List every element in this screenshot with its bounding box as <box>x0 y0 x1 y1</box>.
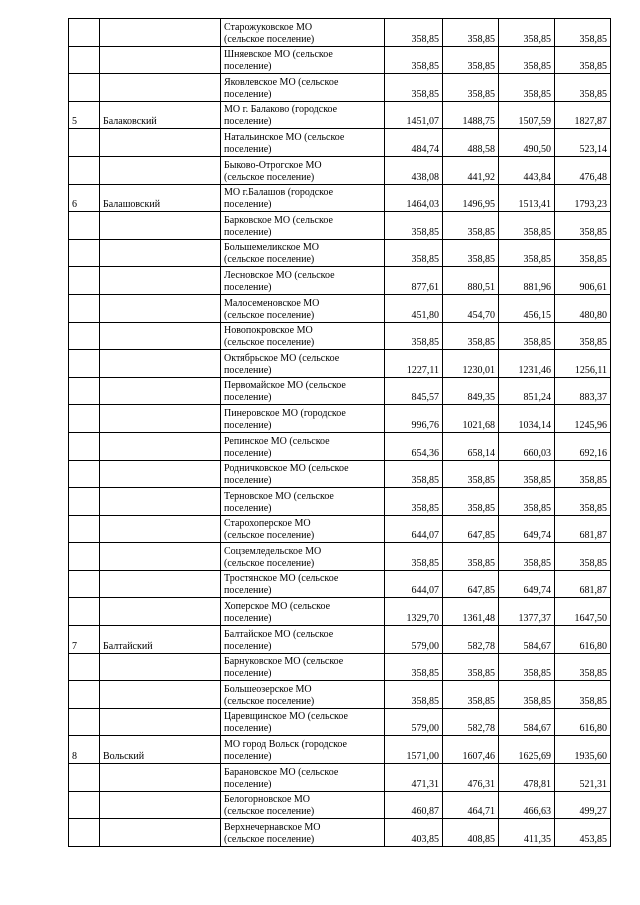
value-4: 358,85 <box>555 46 611 74</box>
value-1: 358,85 <box>385 681 443 709</box>
municipality-name: Пинеровское МО (городское поселение) <box>221 405 385 433</box>
value-1: 579,00 <box>385 708 443 736</box>
municipality-name: Быково-Отрогское МО (сельское поселение) <box>221 156 385 184</box>
table-row <box>69 570 611 598</box>
district-name <box>100 681 221 709</box>
value-3: 478,81 <box>499 764 555 792</box>
municipality-name: Царевщинское МО (сельское поселение) <box>221 708 385 736</box>
municipality-table <box>68 18 611 847</box>
value-1: 358,85 <box>385 488 443 516</box>
value-4: 499,27 <box>555 791 611 819</box>
table-row <box>69 653 611 681</box>
value-2: 658,14 <box>443 432 499 460</box>
row-number: 8 <box>69 736 100 764</box>
row-number <box>69 764 100 792</box>
table-row <box>69 19 611 47</box>
value-2: 1607,46 <box>443 736 499 764</box>
district-name <box>100 129 221 157</box>
value-1: 1451,07 <box>385 101 443 129</box>
value-2: 358,85 <box>443 46 499 74</box>
value-3: 584,67 <box>499 708 555 736</box>
value-2: 358,85 <box>443 681 499 709</box>
table-row <box>69 239 611 267</box>
value-1: 579,00 <box>385 626 443 654</box>
municipality-name: Репинское МО (сельское поселение) <box>221 432 385 460</box>
value-3: 358,85 <box>499 46 555 74</box>
table-row <box>69 156 611 184</box>
table-row <box>69 184 611 212</box>
municipality-name: Хоперское МО (сельское поселение) <box>221 598 385 626</box>
value-2: 408,85 <box>443 819 499 847</box>
table-row <box>69 101 611 129</box>
value-1: 1227,11 <box>385 350 443 378</box>
row-number <box>69 267 100 295</box>
value-2: 1361,48 <box>443 598 499 626</box>
value-4: 681,87 <box>555 515 611 543</box>
value-4: 906,61 <box>555 267 611 295</box>
municipality-name: Белогорновское МО (сельское поселение) <box>221 791 385 819</box>
value-2: 647,85 <box>443 515 499 543</box>
municipality-name: Барнуковское МО (сельское поселение) <box>221 653 385 681</box>
district-name <box>100 405 221 433</box>
table-row <box>69 322 611 350</box>
table-row <box>69 488 611 516</box>
row-number <box>69 156 100 184</box>
table-row <box>69 129 611 157</box>
district-name <box>100 819 221 847</box>
value-2: 358,85 <box>443 488 499 516</box>
table-row <box>69 681 611 709</box>
value-3: 1513,41 <box>499 184 555 212</box>
municipality-name: Родничковское МО (сельское поселение) <box>221 460 385 488</box>
value-4: 523,14 <box>555 129 611 157</box>
value-4: 358,85 <box>555 681 611 709</box>
municipality-name: Соцземледельское МО (сельское поселение) <box>221 543 385 571</box>
value-2: 358,85 <box>443 460 499 488</box>
district-name <box>100 377 221 405</box>
table-row <box>69 377 611 405</box>
value-4: 616,80 <box>555 626 611 654</box>
row-number <box>69 74 100 102</box>
table-row <box>69 350 611 378</box>
table-row <box>69 267 611 295</box>
district-name <box>100 156 221 184</box>
value-3: 1034,14 <box>499 405 555 433</box>
table-body <box>69 19 611 847</box>
value-3: 358,85 <box>499 239 555 267</box>
value-3: 443,84 <box>499 156 555 184</box>
district-name <box>100 322 221 350</box>
district-name <box>100 350 221 378</box>
municipality-name: Балтайское МО (сельское поселение) <box>221 626 385 654</box>
district-name <box>100 19 221 47</box>
district-name: Балтайский <box>100 626 221 654</box>
district-name <box>100 543 221 571</box>
value-1: 1464,03 <box>385 184 443 212</box>
value-4: 1256,11 <box>555 350 611 378</box>
value-2: 849,35 <box>443 377 499 405</box>
value-2: 582,78 <box>443 708 499 736</box>
row-number <box>69 653 100 681</box>
table-row <box>69 432 611 460</box>
municipality-name: Барановское МО (сельское поселение) <box>221 764 385 792</box>
value-3: 358,85 <box>499 681 555 709</box>
value-3: 1625,69 <box>499 736 555 764</box>
value-3: 358,85 <box>499 460 555 488</box>
value-2: 358,85 <box>443 239 499 267</box>
row-number <box>69 212 100 240</box>
municipality-name: Новопокровское МО (сельское поселение) <box>221 322 385 350</box>
value-2: 647,85 <box>443 570 499 598</box>
row-number <box>69 405 100 433</box>
table-row <box>69 764 611 792</box>
value-2: 1230,01 <box>443 350 499 378</box>
value-4: 681,87 <box>555 570 611 598</box>
value-3: 358,85 <box>499 322 555 350</box>
value-4: 1827,87 <box>555 101 611 129</box>
value-3: 358,85 <box>499 543 555 571</box>
row-number <box>69 294 100 322</box>
value-4: 480,80 <box>555 294 611 322</box>
row-number <box>69 46 100 74</box>
value-1: 358,85 <box>385 653 443 681</box>
district-name <box>100 267 221 295</box>
value-2: 1488,75 <box>443 101 499 129</box>
value-4: 358,85 <box>555 460 611 488</box>
value-3: 584,67 <box>499 626 555 654</box>
value-3: 358,85 <box>499 212 555 240</box>
row-number <box>69 791 100 819</box>
district-name <box>100 46 221 74</box>
municipality-name: Малосеменовское МО (сельское поселение) <box>221 294 385 322</box>
row-number <box>69 377 100 405</box>
value-3: 660,03 <box>499 432 555 460</box>
row-number <box>69 322 100 350</box>
value-3: 881,96 <box>499 267 555 295</box>
municipality-name: Большеозерское МО (сельское поселение) <box>221 681 385 709</box>
row-number <box>69 460 100 488</box>
value-3: 1231,46 <box>499 350 555 378</box>
value-2: 1021,68 <box>443 405 499 433</box>
table-row <box>69 74 611 102</box>
value-4: 692,16 <box>555 432 611 460</box>
value-3: 358,85 <box>499 488 555 516</box>
row-number <box>69 570 100 598</box>
value-1: 484,74 <box>385 129 443 157</box>
table-row <box>69 708 611 736</box>
value-1: 654,36 <box>385 432 443 460</box>
value-1: 1571,00 <box>385 736 443 764</box>
value-1: 644,07 <box>385 570 443 598</box>
municipality-name: Октябрьское МО (сельское поселение) <box>221 350 385 378</box>
value-2: 358,85 <box>443 543 499 571</box>
value-4: 1647,50 <box>555 598 611 626</box>
municipality-name: Терновское МО (сельское поселение) <box>221 488 385 516</box>
table-row <box>69 294 611 322</box>
value-2: 358,85 <box>443 212 499 240</box>
municipality-name: Верхнечернавское МО (сельское поселение) <box>221 819 385 847</box>
value-4: 358,85 <box>555 74 611 102</box>
value-4: 616,80 <box>555 708 611 736</box>
value-2: 582,78 <box>443 626 499 654</box>
municipality-name: Барковское МО (сельское поселение) <box>221 212 385 240</box>
value-1: 358,85 <box>385 212 443 240</box>
value-4: 453,85 <box>555 819 611 847</box>
municipality-name: Яковлевское МО (сельское поселение) <box>221 74 385 102</box>
value-1: 358,85 <box>385 74 443 102</box>
value-1: 877,61 <box>385 267 443 295</box>
row-number <box>69 515 100 543</box>
value-2: 441,92 <box>443 156 499 184</box>
municipality-name: Шняевское МО (сельское поселение) <box>221 46 385 74</box>
district-name <box>100 791 221 819</box>
municipality-name: Старохоперское МО (сельское поселение) <box>221 515 385 543</box>
value-4: 358,85 <box>555 239 611 267</box>
value-4: 358,85 <box>555 653 611 681</box>
value-4: 883,37 <box>555 377 611 405</box>
table-row <box>69 819 611 847</box>
district-name <box>100 598 221 626</box>
value-2: 358,85 <box>443 74 499 102</box>
value-1: 358,85 <box>385 322 443 350</box>
value-1: 358,85 <box>385 543 443 571</box>
district-name: Балашовский <box>100 184 221 212</box>
value-1: 451,80 <box>385 294 443 322</box>
value-1: 438,08 <box>385 156 443 184</box>
row-number <box>69 19 100 47</box>
value-1: 358,85 <box>385 239 443 267</box>
value-3: 358,85 <box>499 74 555 102</box>
value-4: 358,85 <box>555 488 611 516</box>
value-3: 851,24 <box>499 377 555 405</box>
table-row <box>69 736 611 764</box>
value-1: 471,31 <box>385 764 443 792</box>
row-number <box>69 598 100 626</box>
district-name <box>100 74 221 102</box>
district-name <box>100 570 221 598</box>
row-number: 6 <box>69 184 100 212</box>
district-name <box>100 515 221 543</box>
table-row <box>69 515 611 543</box>
value-2: 454,70 <box>443 294 499 322</box>
row-number <box>69 488 100 516</box>
value-2: 1496,95 <box>443 184 499 212</box>
table-row <box>69 460 611 488</box>
value-2: 488,58 <box>443 129 499 157</box>
value-4: 358,85 <box>555 322 611 350</box>
table-row <box>69 46 611 74</box>
municipality-name: МО город Вольск (городское поселение) <box>221 736 385 764</box>
value-3: 358,85 <box>499 653 555 681</box>
value-2: 476,31 <box>443 764 499 792</box>
value-2: 464,71 <box>443 791 499 819</box>
municipality-name: Лесновское МО (сельское поселение) <box>221 267 385 295</box>
row-number <box>69 819 100 847</box>
value-3: 649,74 <box>499 570 555 598</box>
value-4: 358,85 <box>555 212 611 240</box>
value-1: 644,07 <box>385 515 443 543</box>
value-2: 358,85 <box>443 653 499 681</box>
value-4: 476,48 <box>555 156 611 184</box>
table-row <box>69 626 611 654</box>
district-name <box>100 212 221 240</box>
value-1: 358,85 <box>385 460 443 488</box>
municipality-name: МО г.Балашов (городское поселение) <box>221 184 385 212</box>
row-number: 5 <box>69 101 100 129</box>
table-row <box>69 212 611 240</box>
municipality-name: Тростянское МО (сельское поселение) <box>221 570 385 598</box>
value-4: 1793,23 <box>555 184 611 212</box>
row-number: 7 <box>69 626 100 654</box>
value-2: 358,85 <box>443 19 499 47</box>
value-1: 996,76 <box>385 405 443 433</box>
row-number <box>69 708 100 736</box>
municipality-name: Первомайское МО (сельское поселение) <box>221 377 385 405</box>
row-number <box>69 129 100 157</box>
municipality-name: МО г. Балаково (городское поселение) <box>221 101 385 129</box>
district-name <box>100 294 221 322</box>
row-number <box>69 350 100 378</box>
district-name <box>100 708 221 736</box>
value-3: 1507,59 <box>499 101 555 129</box>
value-1: 358,85 <box>385 46 443 74</box>
value-4: 1245,96 <box>555 405 611 433</box>
value-1: 460,87 <box>385 791 443 819</box>
district-name <box>100 460 221 488</box>
district-name <box>100 432 221 460</box>
value-2: 880,51 <box>443 267 499 295</box>
value-3: 358,85 <box>499 19 555 47</box>
municipality-name: Натальинское МО (сельское поселение) <box>221 129 385 157</box>
row-number <box>69 239 100 267</box>
district-name <box>100 239 221 267</box>
municipality-name: Старожуковское МО (сельское поселение) <box>221 19 385 47</box>
value-4: 358,85 <box>555 543 611 571</box>
value-3: 411,35 <box>499 819 555 847</box>
value-1: 358,85 <box>385 19 443 47</box>
value-3: 649,74 <box>499 515 555 543</box>
municipality-name: Большемеликское МО (сельское поселение) <box>221 239 385 267</box>
value-1: 845,57 <box>385 377 443 405</box>
row-number <box>69 681 100 709</box>
value-3: 490,50 <box>499 129 555 157</box>
district-name <box>100 488 221 516</box>
value-3: 1377,37 <box>499 598 555 626</box>
district-name <box>100 764 221 792</box>
row-number <box>69 543 100 571</box>
value-1: 1329,70 <box>385 598 443 626</box>
value-4: 358,85 <box>555 19 611 47</box>
table-row <box>69 598 611 626</box>
row-number <box>69 432 100 460</box>
value-2: 358,85 <box>443 322 499 350</box>
district-name: Балаковский <box>100 101 221 129</box>
district-name: Вольский <box>100 736 221 764</box>
value-3: 466,63 <box>499 791 555 819</box>
value-1: 403,85 <box>385 819 443 847</box>
table-row <box>69 405 611 433</box>
table-row <box>69 791 611 819</box>
value-4: 1935,60 <box>555 736 611 764</box>
table-row <box>69 543 611 571</box>
value-4: 521,31 <box>555 764 611 792</box>
district-name <box>100 653 221 681</box>
value-3: 456,15 <box>499 294 555 322</box>
